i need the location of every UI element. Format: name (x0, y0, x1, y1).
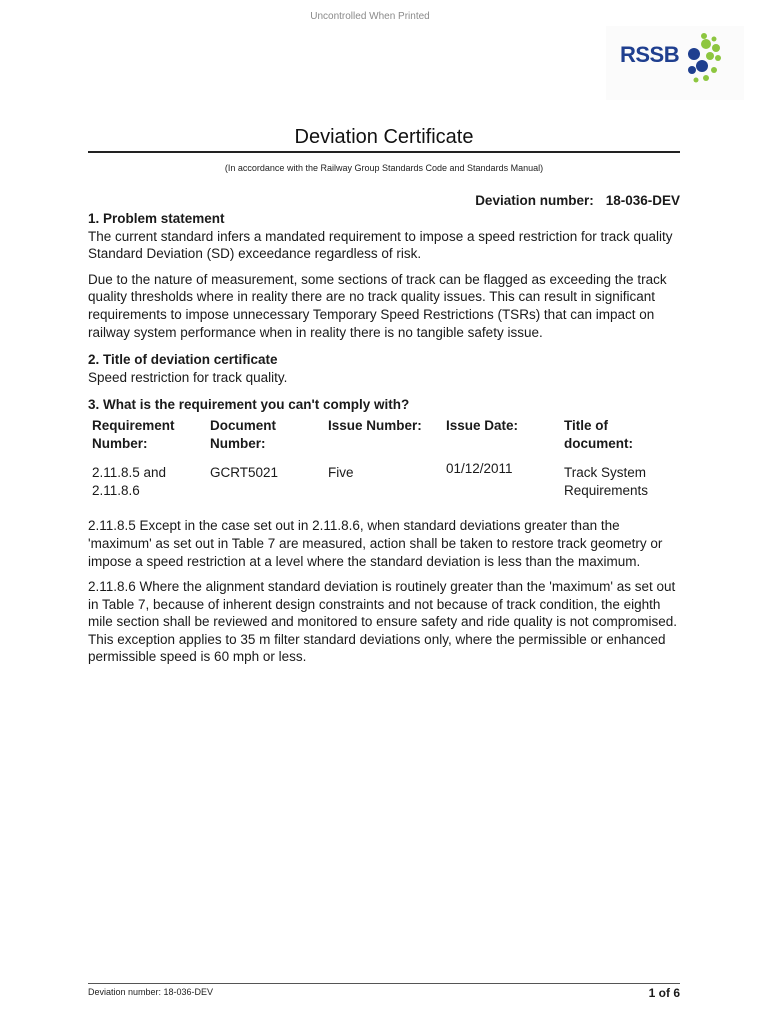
section-1-paragraph-1: The current standard infers a mandated requirement to impose a speed restriction for track quality Standard Deviation (SD) exceedance regardless of risk. (88, 228, 673, 262)
page-number: 1 of 6 (648, 986, 680, 1000)
footer-deviation-number: Deviation number: 18-036-DEV (88, 987, 214, 997)
section-1-heading: 1. Problem statement (88, 211, 225, 226)
section-1-paragraph-2: Due to the nature of measurement, some sections of track can be flagged as exceeding the track quality thresholds where in reality there are no track quality issues. This can result in significant requirements to impose unnecessary Temporary Speed Restrictions (TSRs) that can impact on railway system performance when in reality there is no tangible safety issue. (88, 271, 667, 340)
table-cell: 01/12/2011 (446, 461, 513, 477)
page-subtitle: (In accordance with the Railway Group Standards Code and Standards Manual) (224, 163, 544, 173)
table-row (88, 464, 680, 517)
table-header-row (88, 417, 680, 464)
table-header-cell: Title of document: (564, 417, 633, 451)
logo-dots-icon (606, 26, 744, 100)
page-title: Deviation Certificate (294, 126, 474, 148)
section-2-text: Speed restriction for track quality. (88, 369, 288, 385)
deviation-number-label: Deviation number: (475, 193, 594, 208)
section-3-paragraph-1: 2.11.8.5 Except in the case set out in 2.11.8.6, when standard deviations greater than the 'maximum' as set out in Table 7 are measured, action shall be taken to restore track geometry or impose a speed restriction at a level where the standard deviation is less than the maximum. (88, 518, 663, 569)
deviation-number (88, 193, 680, 208)
section-2-heading: 2. Title of deviation certificate (88, 352, 278, 368)
table-header-cell: Document Number: (210, 417, 277, 451)
uncontrolled-notice: Uncontrolled When Printed (310, 11, 430, 22)
logo-text: RSSB (620, 42, 680, 67)
requirements-table (88, 417, 680, 517)
section-3-heading: 3. What is the requirement you can't comply with? (88, 397, 410, 413)
footer-divider (88, 983, 680, 984)
table-cell: Track System Requirements (564, 465, 649, 498)
table-header-cell: Issue Date: (446, 417, 519, 433)
table-header-cell: Issue Number: (328, 417, 422, 433)
rssb-logo (606, 26, 744, 100)
document-body (88, 210, 682, 666)
table-header-cell: Requirement Number: (92, 417, 175, 451)
table-cell: Five (328, 465, 354, 481)
table-cell: 2.11.8.5 and 2.11.8.6 (92, 465, 167, 498)
title-divider (88, 151, 680, 153)
deviation-number-value: 18-036-DEV (605, 193, 680, 208)
section-3-paragraph-2: 2.11.8.6 Where the alignment standard deviation is routinely greater than the 'maximum' as set out in Table 7, because of inherent design constraints and not because of track condition, the eighth mile section shall be reviewed and monitored to ensure safety and ride quality is not compromised. This exception applies to 35 m filter standard deviations only, where the permissible or enhanced permissible speed is 60 mph or less. (88, 579, 678, 665)
table-cell: GCRT5021 (210, 465, 279, 481)
